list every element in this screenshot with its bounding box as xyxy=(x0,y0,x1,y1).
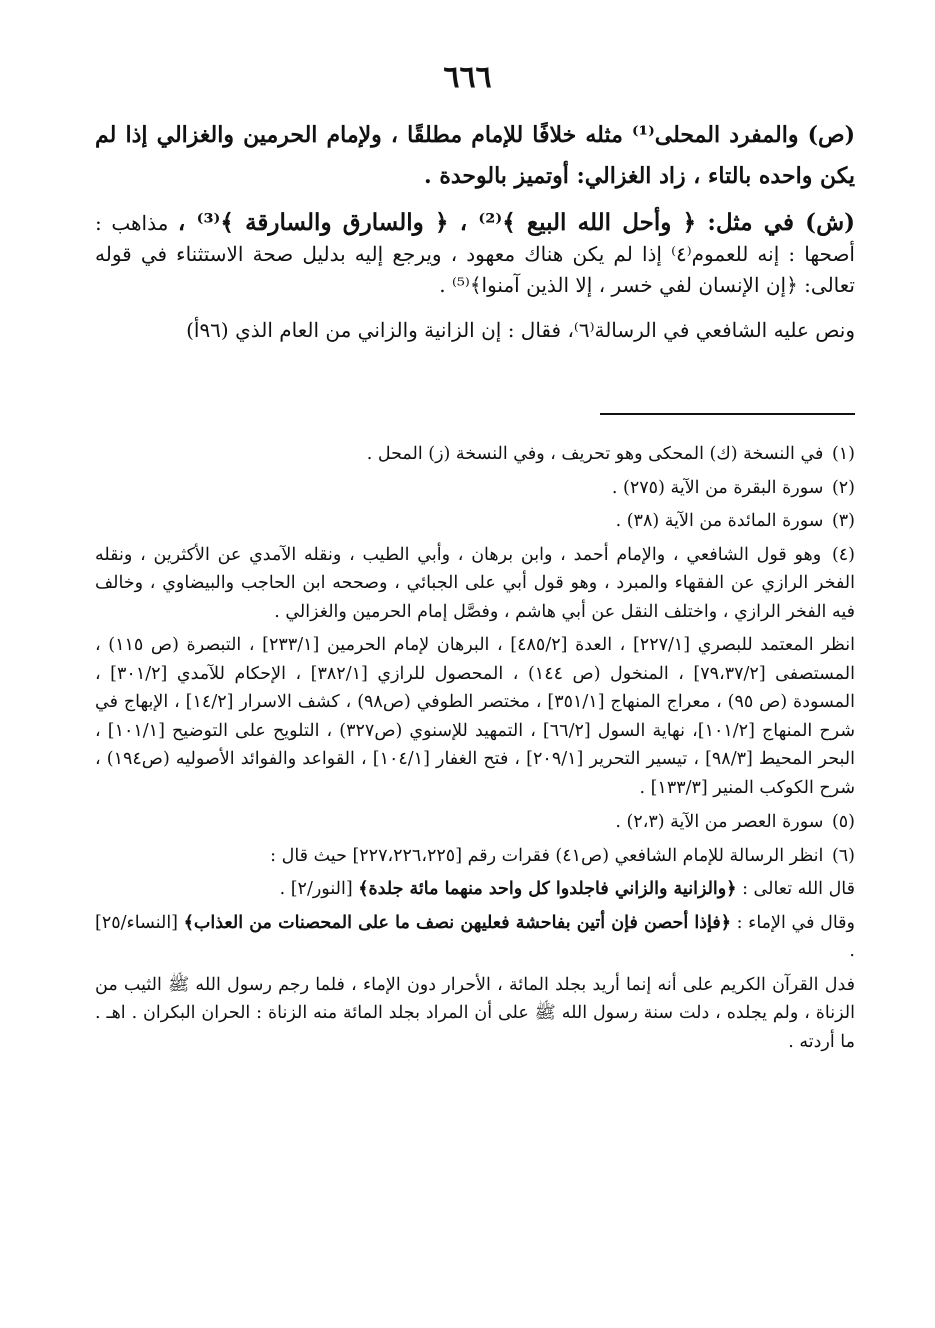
footnote-6-quote-2 xyxy=(95,909,855,966)
footnote-text: انظر الرسالة للإمام الشافعي (ص٤١) فقرات رقم [٢٢٧،٢٢٦،٢٢٥] حيث قال : xyxy=(270,845,824,866)
verse-reference: [النور/٢] . xyxy=(279,879,359,899)
footnote-5 xyxy=(95,808,855,837)
quote-intro: وقال في الإماء : xyxy=(730,912,855,933)
footnote-text: في النسخة (ك) المحكى وهو تحريف ، وفي النسخة (ز) المحل . xyxy=(366,444,824,464)
quote-intro: قال الله تعالى : xyxy=(736,879,855,899)
main-text xyxy=(95,115,855,346)
sharh-paragraph xyxy=(95,207,855,301)
footnote-4-references: انظر المعتمد للبصري [٢٢٧/١] ، العدة [٤٨٥/٢] ، البرهان لإمام الحرمين [٢٣٣/١] ، التبصرة (ص ١١٥) ، المستصفى [٧٩،٣٧/٢] ، المنخول (ص ١٤٤) ، المحصول للرازي [٣٨٢/١] ، الإحكام للآمدي [٣٠١/٢] ، المسودة (ص ٩٥) ، معراج المنهاج [٣٥١/١] ، مختصر الطوفي (ص٩٨) ، كشف الاسرار [١٤/٢] ، الإبهاج في شرح المنهاج [١٠١/٢]، نهاية السول [٦٦/٢] ، التمهيد للإسنوي (ص٣٢٧) ، التلويح على التوضيح [١٠١/١] ، البحر المحيط [٩٨/٣] ، تيسير التحرير [٢٠٩/١] ، فتح الغفار [١٠٤/١] ، القواعد والفوائد الأصوليه (ص١٩٤) ، شرح الكوكب المنير [١٣٣/٣] . xyxy=(95,635,856,798)
page-number: ٦٦٦ xyxy=(443,60,492,95)
footnote-number: (٣) xyxy=(831,511,855,531)
footnotes xyxy=(95,440,855,1062)
footnote-2 xyxy=(95,474,855,503)
footnote-number: (٥) xyxy=(831,812,855,832)
footnote-3 xyxy=(95,507,855,536)
footnote-text: وهو قول الشافعي ، والإمام أحمد ، وابن برهان ، وأبي الطيب ، ونقله الآمدي عن الأكثرين ، ونقله الفخر الرازي عن الفقهاء والمبرد ، وهو قول أبي على الجبائي ، وصححه ابن الحاجب والبيضاوي ، وخالف فيه الفخر الرازي ، واختلف النقل عن أبي هاشم ، وفصَّل إمام الحرمين والغزالي . xyxy=(95,544,855,622)
footnote-text: سورة العصر من الآية (٢،٣) . xyxy=(615,812,824,832)
matn-paragraph: (ص) والمفرد المحلى⁽¹⁾ مثله خلافًا للإمام مطلقًا ، ولإمام الحرمين والغزالي إذا لم يكن واحده بالتاء ، زاد الغزالي: أوتميز بالوحدة . xyxy=(95,122,855,189)
sharh-opening: (ش) في مثل: ﴿ وأحل الله البيع ﴾⁽²⁾ ، ﴿ والسارق والسارقة ﴾⁽³⁾ ، xyxy=(177,209,856,236)
quran-verse: ﴿فإذا أحصن فإن أتين بفاحشة فعليهن نصف ما على المحصنات من العذاب﴾ xyxy=(183,912,731,933)
verse-reference: [النساء/٢٥] . xyxy=(95,912,855,961)
footnote-6-conclusion: فدل القرآن الكريم على أنه إنما أريد بجلد المائة ، الأحرار دون الإماء ، فلما رجم رسول الله ﷺ الثيب من الزناة ، ولم يجلده ، دلت سنة رسول الله ﷺ على أن المراد بجلد المائة منه الزناة : الحران البكران . اهـ . ما أردته . xyxy=(95,974,855,1052)
footnote-text: سورة البقرة من الآية (٢٧٥) . xyxy=(611,477,824,498)
footnote-6 xyxy=(95,842,855,871)
footnote-number: (٢) xyxy=(831,477,855,498)
footnote-number: (٤) xyxy=(831,544,855,565)
footnote-1 xyxy=(95,440,855,469)
footnote-4 xyxy=(95,541,855,627)
sharh-continuation: مذاهب : أصحها : إنه للعموم⁽٤⁾ إذا لم يكن هناك معهود ، ويرجع إليه بدليل صحة الاستثناء في قوله تعالى: ﴿إن الإنسان لفي خسر ، إلا الذين آمنوا﴾⁽⁵⁾ . xyxy=(95,211,855,297)
footnote-6-quote-1 xyxy=(95,875,855,904)
footnote-text: سورة المائدة من الآية (٣٨) . xyxy=(615,511,824,531)
footnote-number: (١) xyxy=(831,444,855,464)
footnote-number: (٦) xyxy=(831,845,855,866)
quran-verse: ﴿والزانية والزاني فاجلدوا كل واحد منهما مائة جلدة﴾ xyxy=(358,879,737,899)
footnote-separator xyxy=(600,413,855,415)
sharh-paragraph-2: ونص عليه الشافعي في الرسالة⁽٦⁾، فقال : إن الزانية والزاني من العام الذي (٩٦أ) xyxy=(186,318,855,342)
